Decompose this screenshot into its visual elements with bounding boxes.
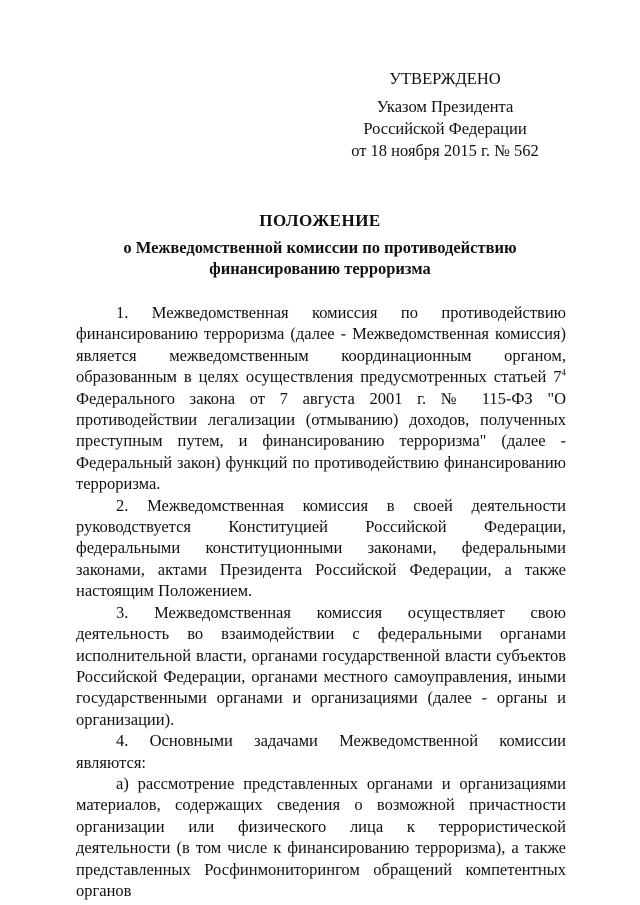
approval-date-line: от 18 ноября 2015 г. № 562 (351, 141, 539, 160)
paragraph-1-part-b: Федерального закона от 7 августа 2001 г. № 115-ФЗ "О противодействии легализации (отмыванию) доходов, полученных преступным путем, и финансированию терроризма" (далее - Федеральный закон) функций по противодействию финансированию терроризма. (76, 388, 566, 494)
article-superscript: 4 (561, 367, 566, 378)
document-subtitle (70, 237, 570, 279)
approval-country-line: Российской Федерации (363, 119, 527, 138)
paragraph-4: 4. Основными задачами Межведомственной комиссии являются: (76, 731, 566, 772)
approval-stamp (330, 68, 560, 162)
subtitle-line-1: о Межведомственной комиссии по противодействию (123, 238, 517, 257)
paragraph-4a: а) рассмотрение представленных органами и организациями материалов, содержащих сведения о возможной причастности организации или физического лица к террористической деятельности (в том числе к финансированию терроризма), а также представленных Росфинмониторингом обращений компетентных органов (76, 773, 566, 900)
approval-approved: УТВЕРЖДЕНО (389, 69, 501, 88)
document-body (76, 302, 566, 901)
document-title: ПОЛОЖЕНИЕ (259, 211, 381, 230)
paragraph-2: 2. Межведомственная комиссия в своей деятельности руководствуется Конституцией Российской Федерации, федеральными конституционными законами, федеральными законами, актами Президента Российской Федерации, а также настоящим Положением. (76, 495, 566, 601)
paragraph-1-part-a: 1. Межведомственная комиссия по противодействию финансированию терроризма (далее - Межведомственная комиссия) является межведомственным координационным органом, образованным в целях осуществления предусмотренных статьей 7 (76, 303, 566, 387)
approval-decree-line: Указом Президента (376, 97, 514, 116)
paragraph-1 (76, 302, 566, 495)
subtitle-line-2: финансированию терроризма (209, 259, 431, 278)
paragraph-3: 3. Межведомственная комиссия осуществляет свою деятельность во взаимодействии с федеральными органами исполнительной власти, органами государственной власти субъектов Российской Федерации, органами местного самоуправления, иными государственными органами и организациями (далее - органы и организации). (76, 602, 566, 729)
